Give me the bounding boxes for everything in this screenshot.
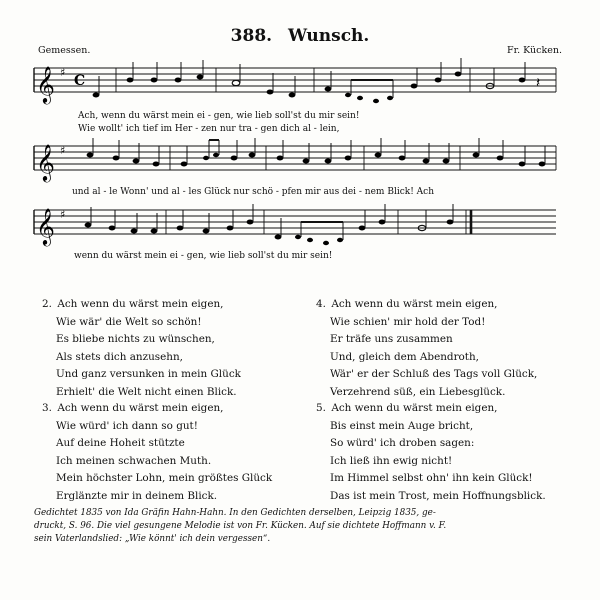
verse-line: Wie würd' ich dann so gut! (56, 419, 198, 432)
note-head (323, 241, 329, 245)
note-head (93, 93, 100, 98)
note-head (435, 78, 442, 83)
verse-line: Erhielt' die Welt nicht einen Blick. (56, 385, 237, 398)
verse-line: Wie wär' die Welt so schön! (56, 315, 202, 328)
note-head (203, 229, 210, 234)
note-head (153, 162, 160, 167)
note-head (325, 159, 332, 164)
key-signature-sharp: ♯ (60, 144, 66, 157)
note-head (151, 78, 158, 83)
verse-number: 4. (316, 298, 326, 310)
note-head (267, 90, 274, 95)
verse-line: Ach wenn du wärst mein eigen, (331, 402, 498, 414)
key-signature-sharp: ♯ (60, 208, 66, 221)
verse-line: Ich meinen schwachen Muth. (56, 454, 212, 467)
verse-line: Wär' er der Schluß des Tags voll Glück, (330, 368, 538, 381)
treble-clef-icon: 𝄞 (36, 65, 55, 103)
verse-line: Mein höchster Lohn, mein größtes Glück (56, 472, 273, 485)
note-head (519, 162, 526, 167)
note-head (325, 87, 332, 92)
verse-line: Und ganz versunken in mein Glück (56, 368, 241, 381)
footnote-line: sein Vaterlandslied: „Wie könnt' ich dein vergessen“. (34, 534, 271, 544)
note-head (443, 159, 450, 164)
verse-line: Erglänzte mir in deinem Blick. (56, 489, 218, 502)
verse-line: Ach wenn du wärst mein eigen, (57, 298, 224, 310)
verse-line: Ach wenn du wärst mein eigen, (331, 298, 498, 310)
treble-clef-icon: 𝄞 (36, 143, 55, 181)
verse-number: 5. (316, 402, 326, 414)
staff-1-lyric-line-2: Wie wollt' ich tief im Her - zen nur tra - gen dich al - lein, (78, 124, 340, 134)
note-head (289, 93, 296, 98)
staff-3-lyric-line-1: wenn du wärst mein ei - gen, wie lieb soll'st du mir sein! (74, 251, 333, 261)
verse-line: Er träfe uns zusammen (330, 333, 453, 346)
note-head (85, 223, 92, 228)
note-head (345, 93, 351, 97)
note-head (387, 96, 393, 100)
song-number: 388. (230, 26, 273, 46)
note-head (455, 72, 462, 77)
verse-line: Im Himmel selbst ohn' ihn kein Glück! (330, 472, 533, 485)
note-head (357, 96, 363, 100)
note-head (247, 220, 254, 225)
verse-line: So würd' ich droben sagen: (330, 437, 475, 450)
music-staff-1 (30, 58, 568, 110)
tempo-marking: Gemessen. (38, 45, 91, 56)
note-head (519, 78, 526, 83)
verse-line: Ach wenn du wärst mein eigen, (57, 402, 224, 414)
verse-line: Verzehrend süß, ein Liebesglück. (330, 385, 506, 398)
verse-line: Auf deine Hoheit stützte (56, 437, 185, 450)
song-title-block (0, 26, 600, 46)
music-staff-3 (30, 200, 568, 252)
time-signature: C (74, 73, 86, 89)
key-signature-sharp: ♯ (60, 66, 66, 79)
note-head (113, 156, 120, 161)
verse-line: Ich ließ ihn ewig nicht! (330, 454, 453, 467)
composer-credit: Fr. Kücken. (507, 45, 562, 56)
note-head (151, 229, 158, 234)
verse-3 (42, 400, 272, 506)
note-head (127, 78, 134, 83)
note-head (232, 80, 240, 85)
note-head (227, 226, 234, 231)
note-head (181, 162, 188, 167)
note-head (275, 235, 282, 240)
note-head (373, 99, 379, 103)
verse-2 (42, 296, 241, 402)
note-head (423, 159, 430, 164)
treble-clef-icon: 𝄞 (36, 207, 55, 245)
note-head (307, 238, 313, 242)
note-head (109, 226, 116, 231)
footnote-line: druckt, S. 96. Die viel gesungene Melodie ist von Fr. Kücken. Auf sie dichtete Hoffmann v. F. (34, 521, 447, 531)
note-head (345, 156, 352, 161)
note-head (295, 235, 301, 239)
footnote-line: Gedichtet 1835 von Ida Gräfin Hahn-Hahn. In den Gedichten derselben, Leipzig 1835, ge- (34, 508, 436, 518)
song-title: Wunsch. (288, 26, 370, 46)
note-head (131, 229, 138, 234)
staff-2-lyric-line-1: und al - le Wonn' und al - les Glück nur schö - pfen mir aus dei - nem Blick! Ach (72, 187, 435, 197)
music-staff-2 (30, 136, 568, 186)
notation-mark: 𝄽 (536, 75, 541, 91)
note-head (375, 153, 382, 158)
note-head (337, 238, 343, 242)
note-head (359, 226, 366, 231)
verse-line: Das ist mein Trost, mein Hoffnungsblick. (330, 489, 546, 502)
verse-4 (316, 296, 537, 402)
verse-number: 3. (42, 402, 52, 414)
verse-line: Es bliebe nichts zu wünschen, (56, 333, 215, 346)
verse-5 (316, 400, 546, 506)
note-head (447, 220, 454, 225)
note-head (539, 162, 546, 167)
note-head (399, 156, 406, 161)
verse-number: 2. (42, 298, 52, 310)
note-head (203, 156, 209, 160)
staff-1-notes (93, 58, 541, 103)
verse-line: Bis einst mein Auge bricht, (330, 419, 474, 432)
note-head (473, 153, 480, 158)
source-footnote (34, 507, 574, 546)
note-head (249, 153, 256, 158)
note-head (411, 84, 418, 89)
verse-line: Und, gleich dem Abendroth, (330, 350, 479, 363)
note-head (231, 156, 238, 161)
verse-line: Wie schien' mir hold der Tod! (330, 315, 486, 328)
note-head (133, 159, 140, 164)
note-head (213, 153, 219, 157)
note-head (87, 153, 94, 158)
verse-line: Als stets dich anzusehn, (56, 350, 183, 363)
note-head (197, 75, 204, 80)
note-head (303, 159, 310, 164)
staff-1-lyric-line-1: Ach, wenn du wärst mein ei - gen, wie lieb soll'st du mir sein! (78, 111, 360, 121)
note-head (277, 156, 284, 161)
note-head (379, 220, 386, 225)
note-head (177, 226, 184, 231)
note-head (497, 156, 504, 161)
note-head (175, 78, 182, 83)
